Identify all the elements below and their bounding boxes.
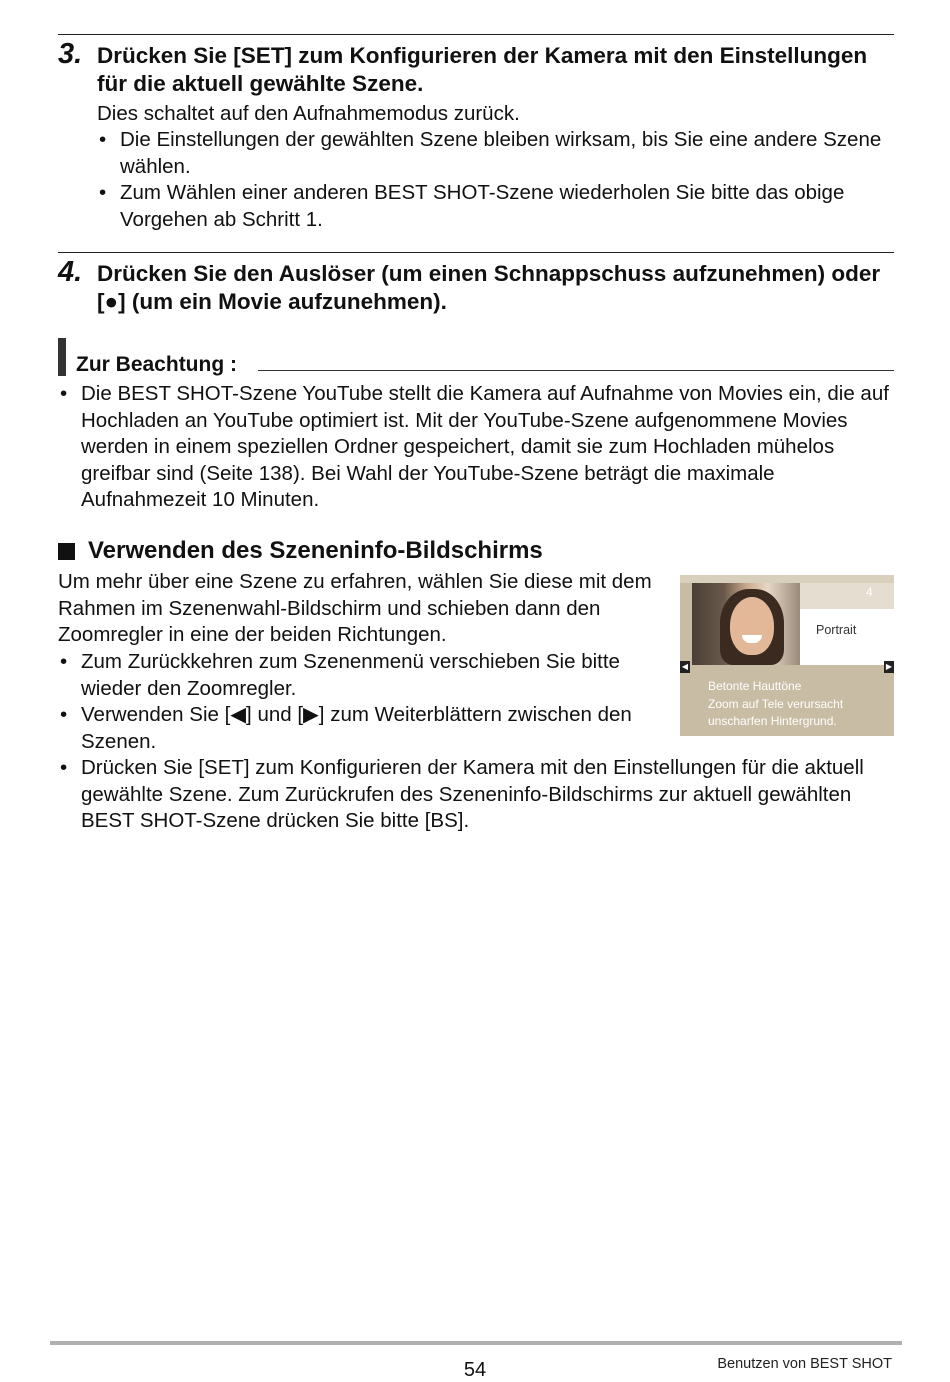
- note-bar: [58, 338, 66, 376]
- note-divider: [258, 370, 894, 371]
- scene-panel-inner: [800, 609, 894, 665]
- section-heading-text: Verwenden des Szeneninfo-Bildschirms: [88, 537, 543, 564]
- list-item: • Drücken Sie [SET] zum Konfigurieren der Kamera mit den Einstellungen für die aktuell gewählte Szene. Zum Zurückrufen des Szeneninfo-Bildschirms zur aktuell gewählten BEST SHOT-Szene drücken Sie bitte [BS].: [60, 756, 864, 832]
- square-bullet-icon: [58, 543, 75, 560]
- nav-left-icon: ◀: [681, 662, 689, 671]
- nav-right-icon: ▶: [885, 662, 893, 671]
- note-title: Zur Beachtung :: [76, 353, 237, 376]
- scene-info-screen-image: [680, 575, 894, 736]
- step-4-title: Drücken Sie den Auslöser (um einen Schnappschuss aufzunehmen) oder [●] (um ein Movie aufzunehmen).: [97, 261, 881, 314]
- description-line: Zoom auf Tele verursacht: [708, 696, 844, 711]
- section-intro: Um mehr über eine Szene zu erfahren, wählen Sie diese mit dem Rahmen im Szenenwahl-Bildschirm und schieben dann den Zoomregler in eine der beiden Richtungen.: [58, 570, 652, 646]
- section-heading: [58, 536, 543, 566]
- footer-label: Benutzen von BEST SHOT: [717, 1356, 892, 1372]
- step-3-title: Drücken Sie [SET] zum Konfigurieren der Kamera mit den Einstellungen für die aktuell gewählte Szene.: [97, 43, 868, 96]
- list-item: • Verwenden Sie [◀] und [▶] zum Weiterblättern zwischen den Szenen.: [60, 703, 632, 753]
- step-4-number: 4.: [58, 256, 83, 288]
- list-item: • Zum Zurückkehren zum Szenenmenü verschieben Sie bitte wieder den Zoomregler.: [60, 650, 620, 700]
- scene-description: [708, 678, 888, 731]
- divider-top: [58, 34, 894, 35]
- note-bullets: [58, 381, 894, 514]
- screen-top-strip: [680, 575, 894, 583]
- divider-step-4: [58, 252, 894, 253]
- list-item: • Die Einstellungen der gewählten Szene bleiben wirksam, bis Sie eine andere Szene wählen.: [99, 128, 882, 178]
- footer-divider: [50, 1341, 902, 1345]
- list-item: • Zum Wählen einer anderen BEST SHOT-Szene wiederholen Sie bitte das obige Vorgehen ab Schritt 1.: [99, 181, 845, 231]
- scene-number: 4: [866, 585, 873, 599]
- face-shape: [730, 597, 774, 655]
- bullet-text: Die BEST SHOT-Szene YouTube stellt die Kamera auf Aufnahme von Movies ein, die auf Hochladen an YouTube optimiert ist. Mit der YouTube-Szene aufgenommene Movies werden in einem speziellen Ordner gespeichert, damit sie zum Hochladen mühelos greifbar sind (Seite 138). Bei Wahl der YouTube-Szene beträgt die maximale Aufnahmezeit 10 Minuten.: [81, 382, 889, 511]
- bullet-text: Die Einstellungen der gewählten Szene bleiben wirksam, bis Sie eine andere Szene wählen.: [120, 128, 882, 178]
- bullet-text: Drücken Sie [SET] zum Konfigurieren der Kamera mit den Einstellungen für die aktuell gewählte Szene. Zum Zurückrufen des Szeneninfo-Bildschirms zur aktuell gewählten BEST SHOT-Szene drücken Sie bitte [BS].: [81, 756, 864, 832]
- scene-name: Portrait: [816, 623, 857, 637]
- step-3-number: 3.: [58, 38, 83, 70]
- description-line: unscharfen Hintergrund.: [708, 714, 837, 728]
- description-line: Betonte Hauttöne: [708, 679, 802, 693]
- bullet-text: Zum Zurückkehren zum Szenenmenü verschieben Sie bitte wieder den Zoomregler.: [81, 650, 620, 700]
- portrait-photo: [692, 583, 800, 665]
- step-3-text: Dies schaltet auf den Aufnahmemodus zurück.: [97, 102, 520, 125]
- list-item: • Die BEST SHOT-Szene YouTube stellt die Kamera auf Aufnahme von Movies ein, die auf Hochladen an YouTube optimiert ist. Mit der YouTube-Szene aufgenommene Movies werden in einem speziellen Ordner gespeichert, damit sie zum Hochladen mühelos greifbar sind (Seite 138). Bei Wahl der YouTube-Szene beträgt die maximale Aufnahmezeit 10 Minuten.: [60, 382, 889, 511]
- bullet-text: Verwenden Sie [◀] und [▶] zum Weiterblättern zwischen den Szenen.: [81, 703, 632, 753]
- page-number: 54: [463, 1359, 487, 1381]
- step-3-bullets: [97, 127, 887, 233]
- bullet-text: Zum Wählen einer anderen BEST SHOT-Szene wiederholen Sie bitte das obige Vorgehen ab Schritt 1.: [120, 181, 845, 231]
